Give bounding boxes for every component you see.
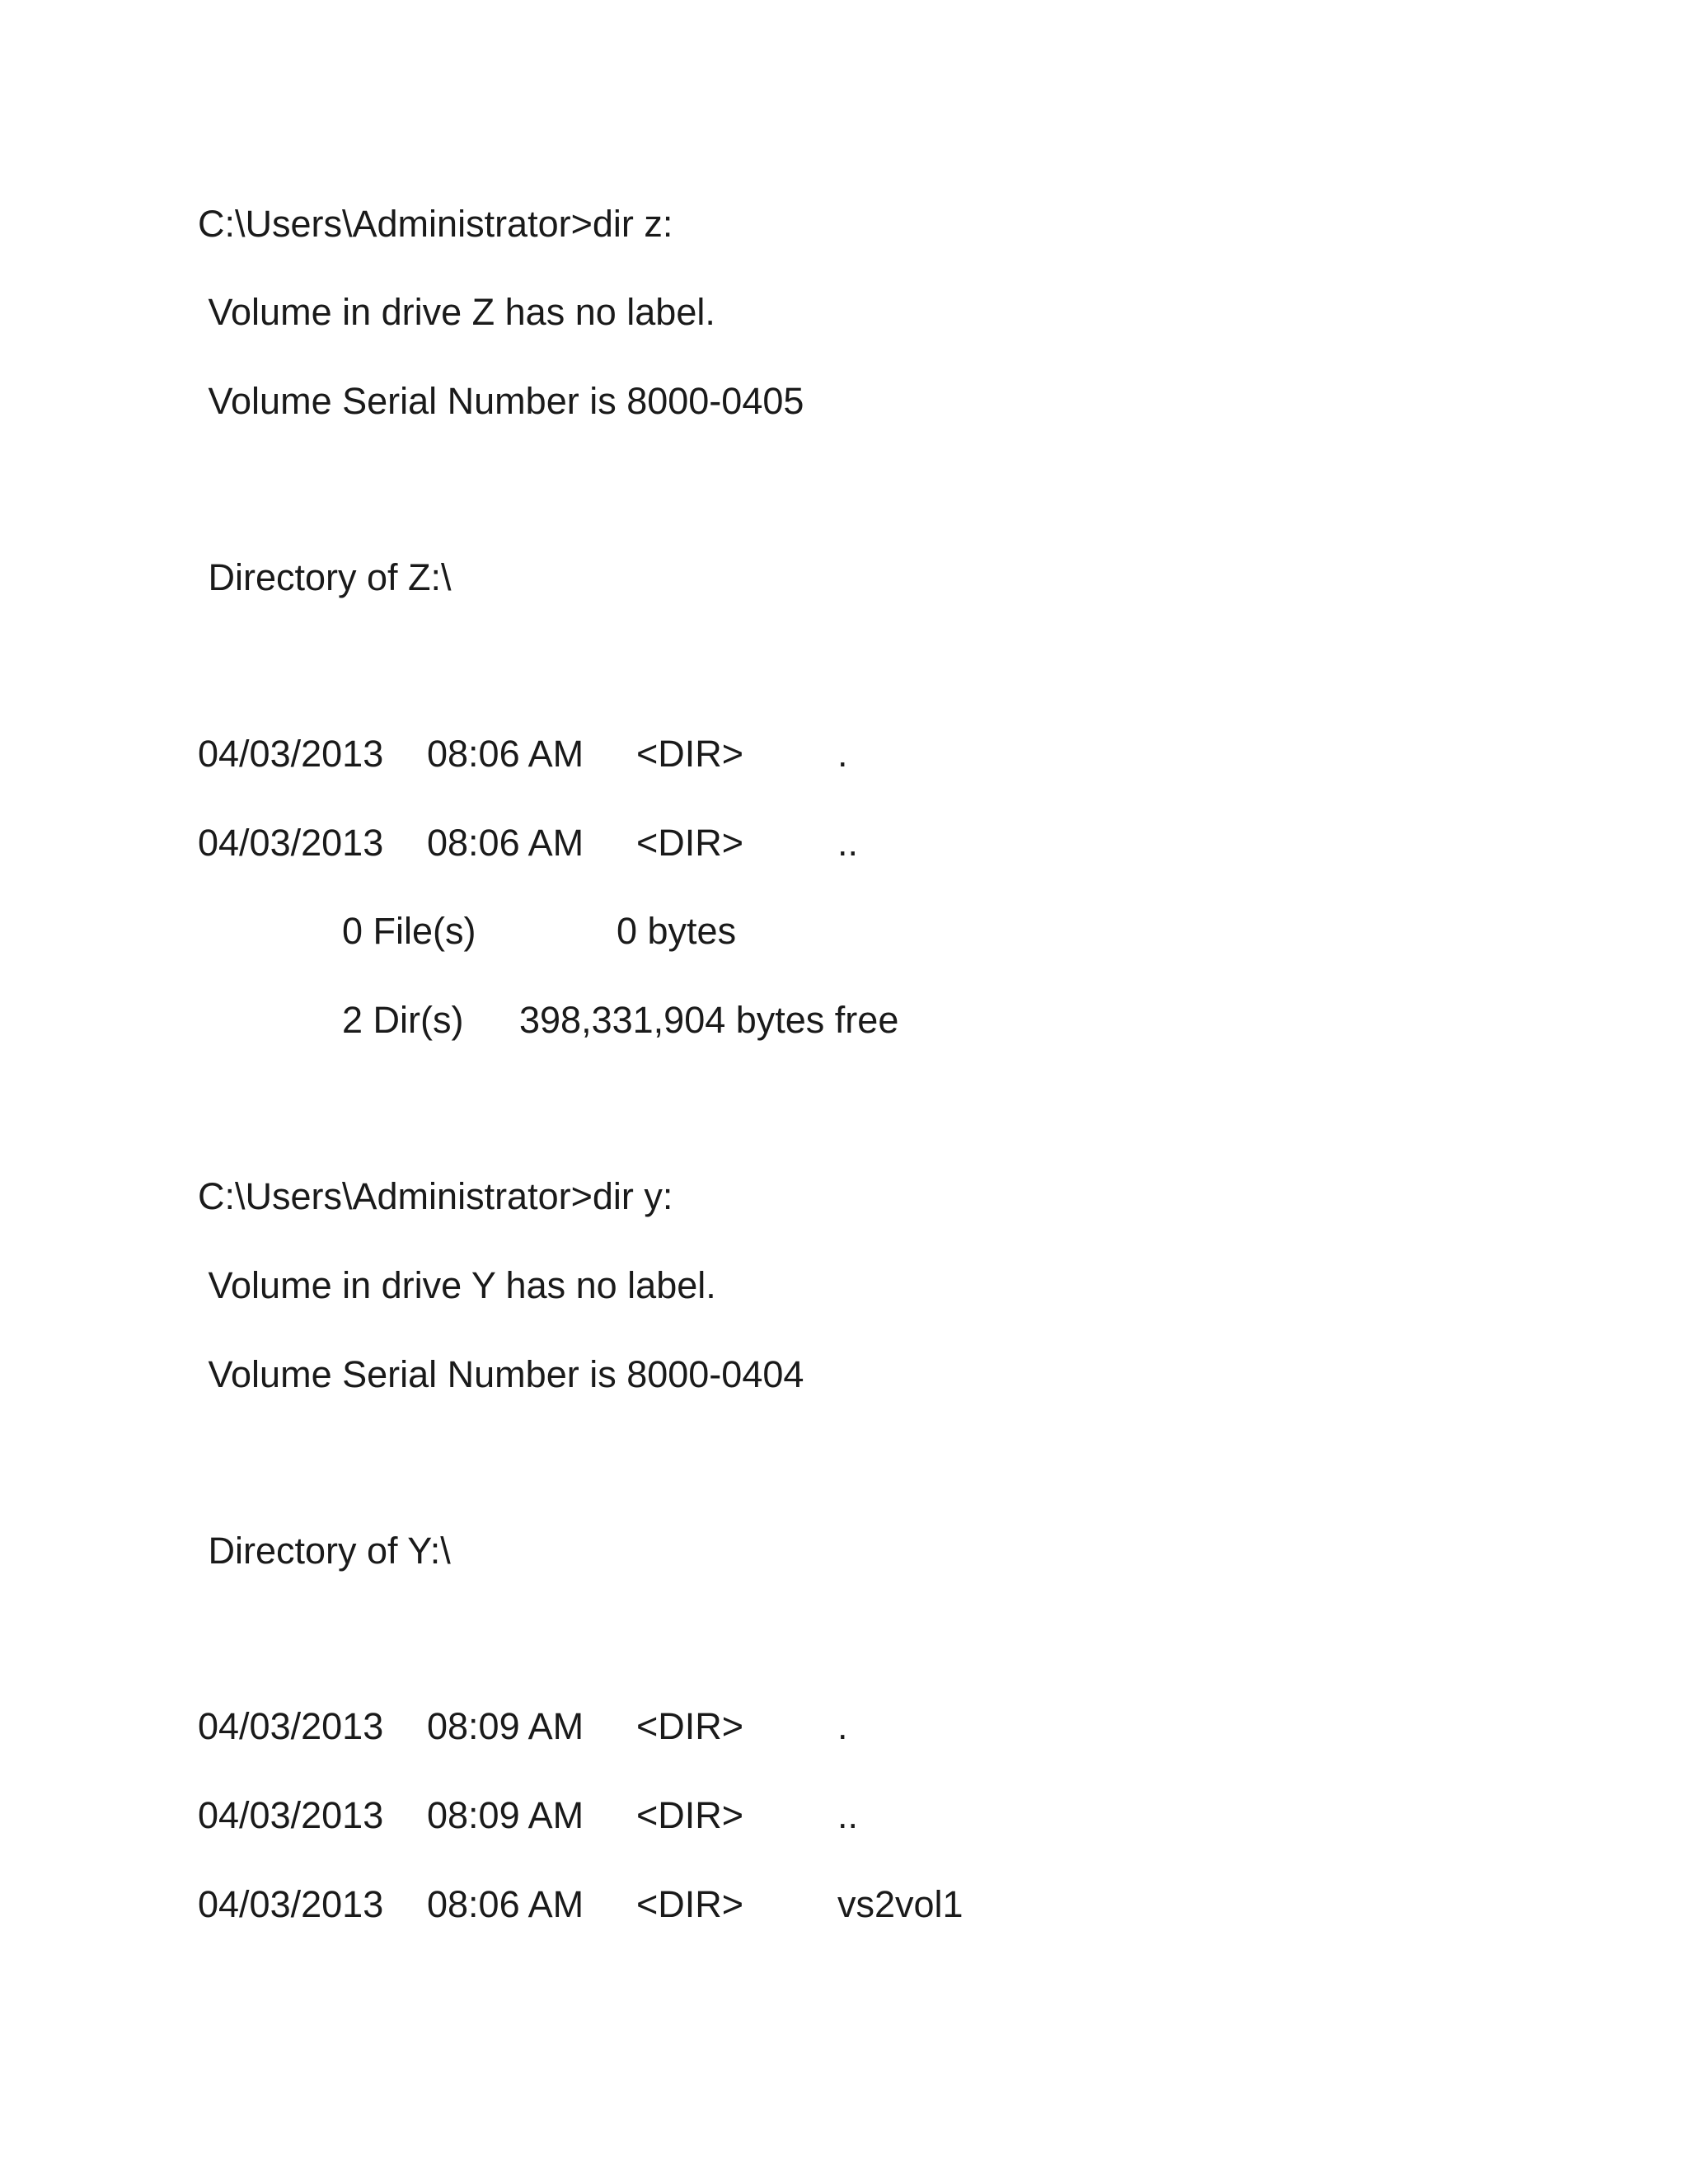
entry-date: 04/03/2013 bbox=[198, 733, 384, 775]
entry-name: vs2vol1 bbox=[837, 1883, 964, 1925]
dir-count: 2 Dir(s) bbox=[342, 999, 464, 1041]
bytes-free: 398,331,904 bytes free bbox=[519, 999, 899, 1041]
file-bytes: 0 bytes bbox=[617, 910, 737, 952]
entry-time: 08:06 AM bbox=[427, 1883, 584, 1925]
file-count: 0 File(s) bbox=[342, 910, 476, 952]
entry-name: .. bbox=[837, 1794, 859, 1836]
entry-type: <DIR> bbox=[636, 733, 744, 775]
entry-type: <DIR> bbox=[636, 822, 744, 864]
entry-time: 08:06 AM bbox=[427, 822, 584, 864]
entry-type: <DIR> bbox=[636, 1705, 744, 1747]
entry-date: 04/03/2013 bbox=[198, 1883, 384, 1925]
entry-type: <DIR> bbox=[636, 1794, 744, 1836]
entry-name: . bbox=[837, 1705, 848, 1747]
entry-type: <DIR> bbox=[636, 1883, 744, 1925]
directory-line-z: Directory of Z:\ bbox=[198, 556, 452, 598]
entry-date: 04/03/2013 bbox=[198, 1705, 384, 1747]
command-prompt-y: C:\Users\Administrator>dir y: bbox=[198, 1175, 673, 1217]
entry-time: 08:06 AM bbox=[427, 733, 584, 775]
volume-label-line-z: Volume in drive Z has no label. bbox=[198, 291, 715, 333]
directory-line-y: Directory of Y:\ bbox=[198, 1530, 451, 1572]
volume-label-line-y: Volume in drive Y has no label. bbox=[198, 1264, 716, 1306]
entry-date: 04/03/2013 bbox=[198, 1794, 384, 1836]
entry-time: 08:09 AM bbox=[427, 1794, 584, 1836]
entry-name: .. bbox=[837, 822, 859, 864]
serial-number-line-z: Volume Serial Number is 8000-0405 bbox=[198, 380, 804, 422]
entry-time: 08:09 AM bbox=[427, 1705, 584, 1747]
command-prompt-z: C:\Users\Administrator>dir z: bbox=[198, 203, 673, 245]
serial-number-line-y: Volume Serial Number is 8000-0404 bbox=[198, 1353, 804, 1395]
entry-date: 04/03/2013 bbox=[198, 822, 384, 864]
entry-name: . bbox=[837, 733, 848, 775]
